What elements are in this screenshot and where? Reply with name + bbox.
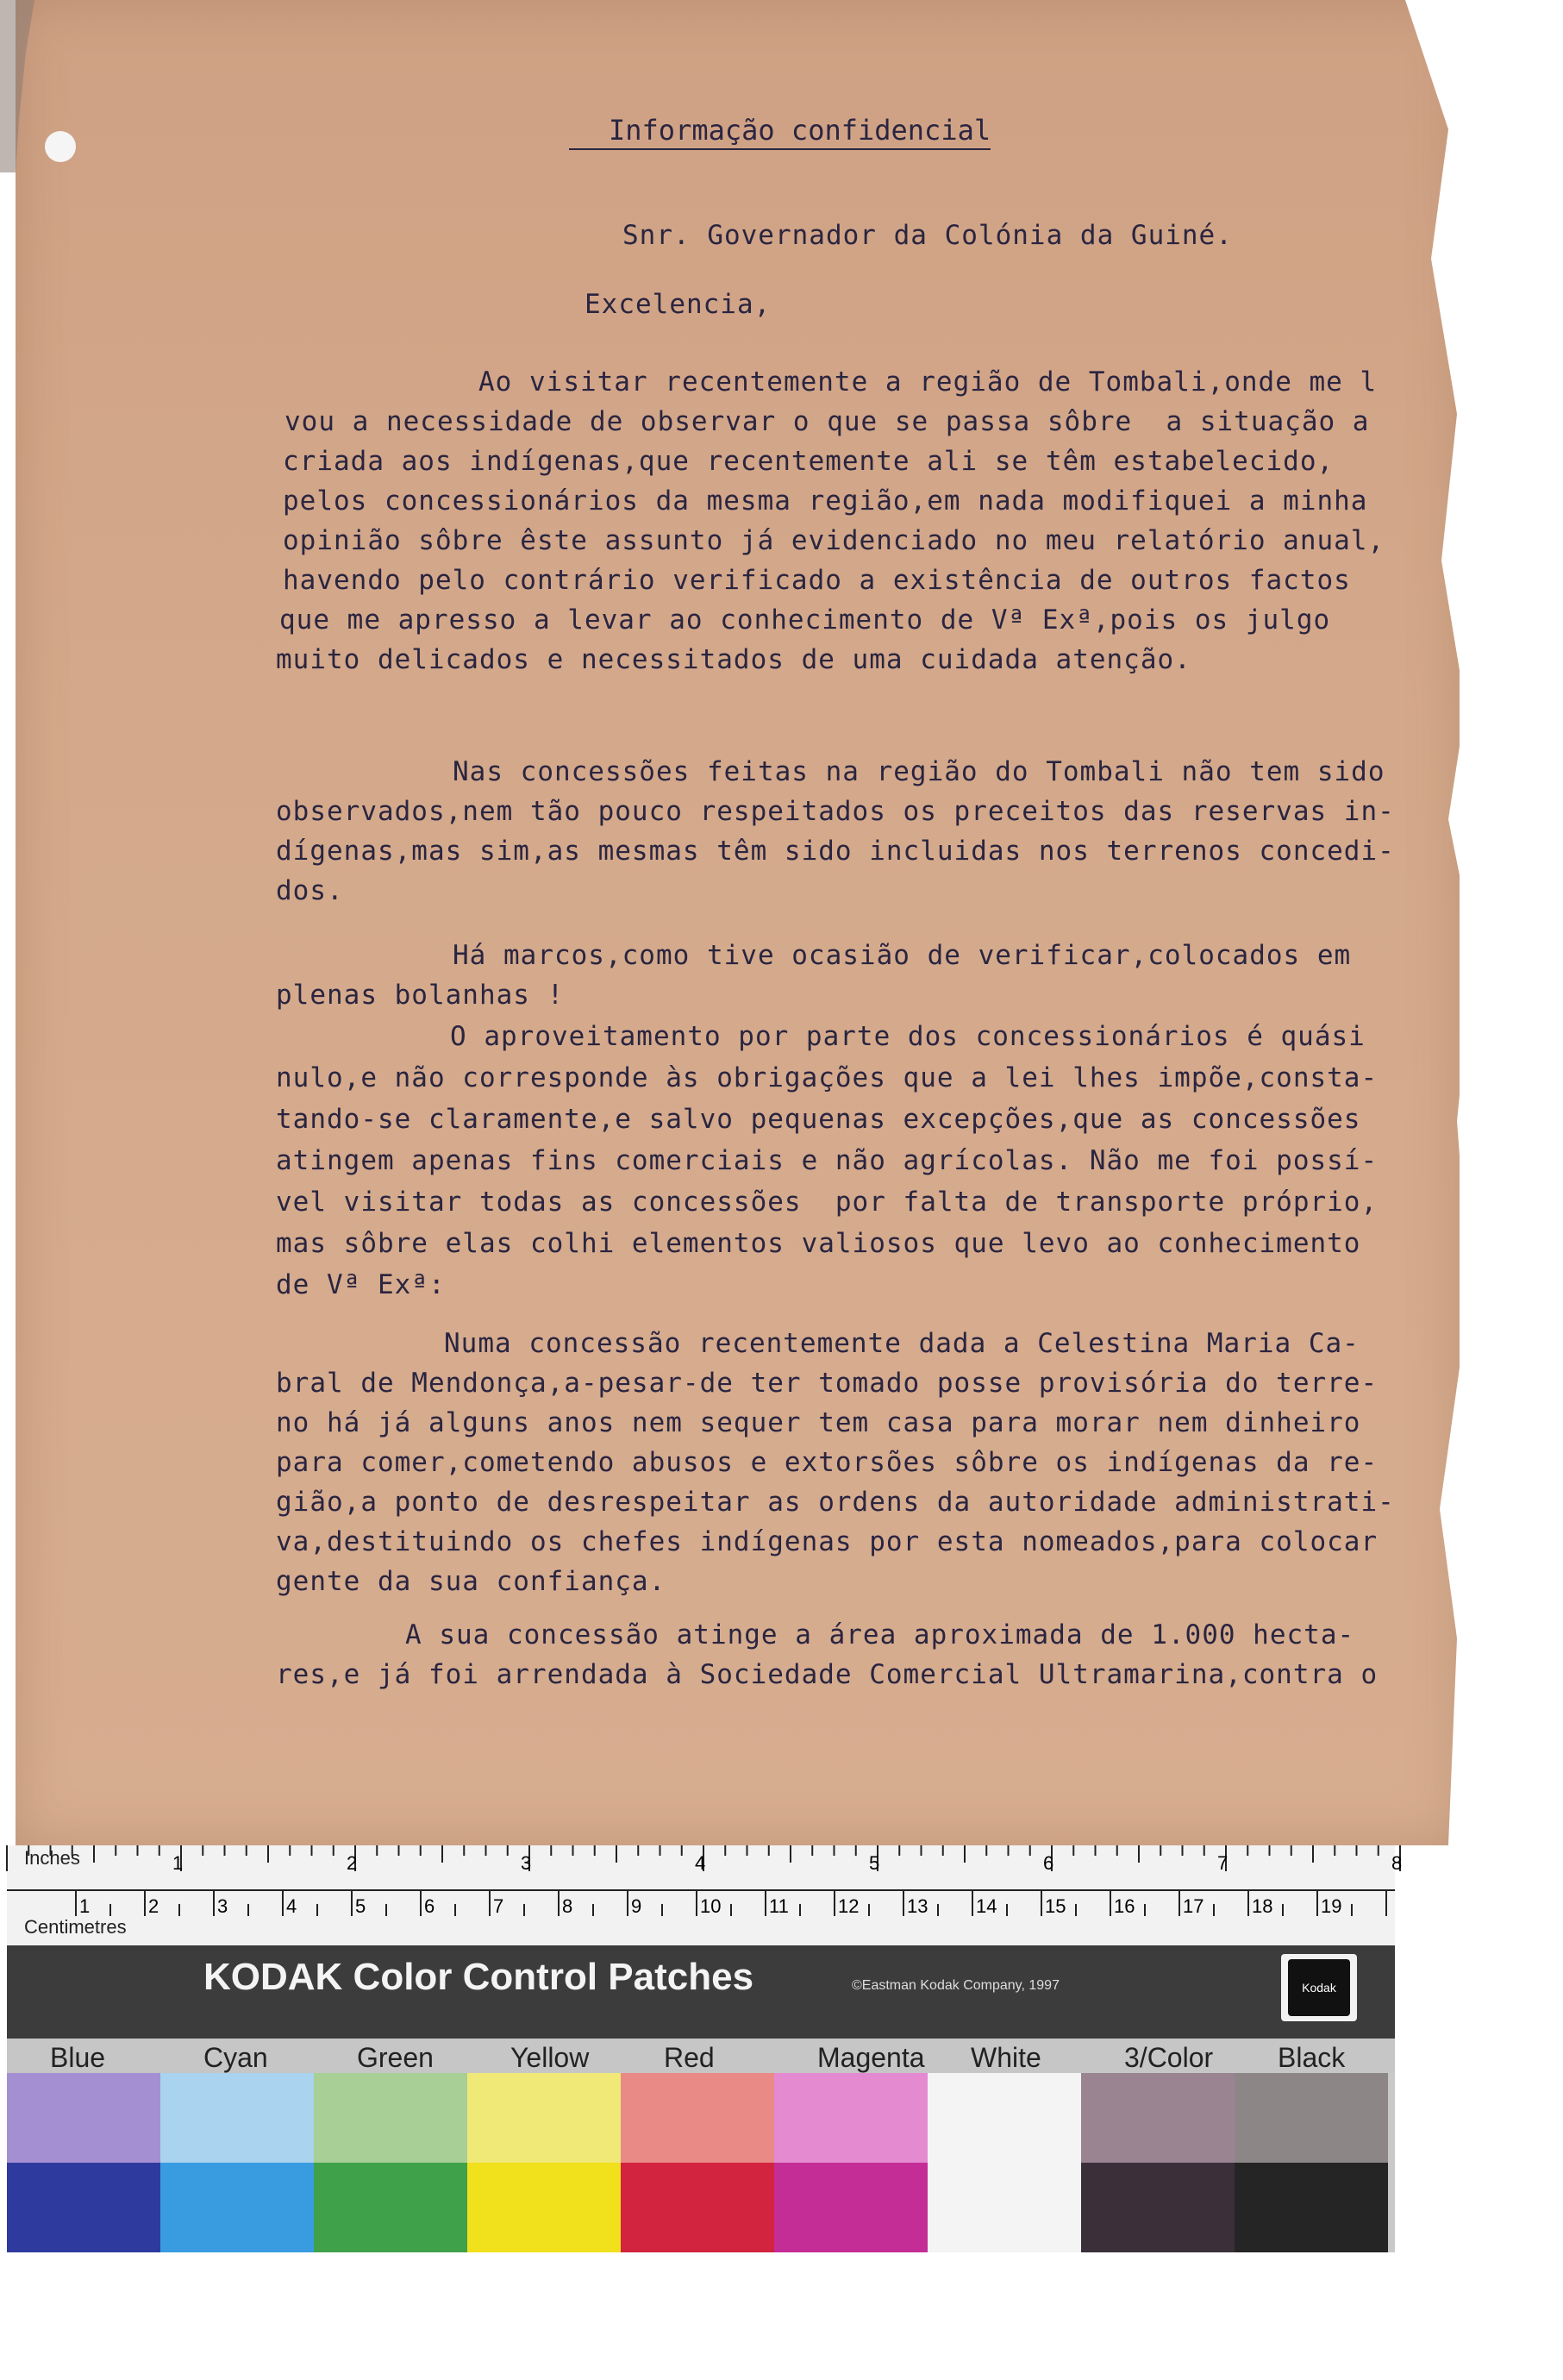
copyright-notice: ©Eastman Kodak Company, 1997 (852, 1978, 1060, 1993)
inch-tick-label: 3 (521, 1852, 532, 1874)
text-line: observados,nem tão pouco respeitados os preceitos das reservas in- (276, 796, 1395, 827)
text-line: Nas concessões feitas na região do Tombali não tem sido (453, 756, 1385, 787)
measurement-ruler (7, 1845, 1403, 1947)
text-line: O aproveitamento por parte dos concessionários é quási (450, 1021, 1366, 1052)
text-line: dos. (276, 875, 344, 906)
cm-tick-label: 16 (1114, 1895, 1135, 1917)
color-patch-dark (1081, 2163, 1235, 2252)
text-line: criada aos indígenas,que recentemente ali se têm estabelecido, (283, 446, 1335, 477)
text-line: gião,a ponto de desrespeitar as ordens da autoridade administrati- (276, 1487, 1395, 1518)
text-line: plenas bolanhas ! (276, 980, 565, 1011)
cm-tick-label: 8 (562, 1895, 573, 1917)
text-line: havendo pelo contrário verificado a existência de outros factos (283, 565, 1351, 596)
color-patch-dark (160, 2163, 314, 2252)
salutation: Excelencia, (585, 289, 772, 320)
cm-tick-label: 18 (1252, 1895, 1273, 1917)
text-line: muito delicados e necessitados de uma cuidada atenção. (276, 644, 1191, 675)
patch-label-white: White (971, 2042, 1041, 2073)
color-patch-light (160, 2073, 314, 2163)
inch-tick-label: 2 (347, 1852, 358, 1874)
kodak-logo (1281, 1954, 1357, 2021)
cm-tick-label: 14 (976, 1895, 997, 1917)
cm-tick-label: 7 (493, 1895, 504, 1917)
document-title: Informação confidencial (569, 114, 991, 150)
patch-label-cyan: Cyan (203, 2042, 268, 2073)
brand-title: KODAK Color Control Patches (203, 1956, 754, 1998)
cm-tick-label: 3 (217, 1895, 228, 1917)
text-line: vou a necessidade de observar o que se passa sôbre a situação a (284, 406, 1370, 437)
inch-tick-label: 4 (695, 1852, 706, 1874)
text-line: para comer,cometendo abusos e extorsões sôbre os indígenas da re- (276, 1447, 1379, 1478)
text-line: bral de Mendonça,a-pesar-de ter tomado posse provisória do terre- (276, 1368, 1379, 1399)
color-patch-dark (314, 2163, 467, 2252)
cm-tick-label: 6 (424, 1895, 435, 1917)
patch-labels (7, 2039, 1395, 2073)
kodak-logo-mark: Kodak (1288, 1959, 1350, 2016)
color-patch-light (1081, 2073, 1235, 2163)
text-line: mas sôbre elas colhi elementos valiosos que levo ao conhecimento (276, 1228, 1361, 1259)
text-line: gente da sua confiança. (276, 1566, 666, 1597)
color-patch-light (774, 2073, 928, 2163)
text-line: de Vª Exª: (276, 1269, 446, 1300)
cm-tick-label: 2 (148, 1895, 159, 1917)
color-patch-dark (621, 2163, 774, 2252)
brand-bar (7, 1945, 1395, 2039)
inch-tick-label: 6 (1043, 1852, 1054, 1874)
cm-tick-label: 13 (907, 1895, 928, 1917)
patch-label-green: Green (357, 2042, 434, 2073)
text-line: res,e já foi arrendada à Sociedade Comercial Ultramarina,contra o (276, 1659, 1379, 1690)
patch-label-red: Red (664, 2042, 715, 2073)
inches-label: Inches (24, 1847, 80, 1869)
cm-tick-label: 15 (1045, 1895, 1066, 1917)
kodak-color-target (7, 1845, 1403, 2252)
patch-label-blue: Blue (50, 2042, 106, 2073)
text-line: no há já alguns anos nem sequer tem casa para morar nem dinheiro (276, 1407, 1361, 1438)
color-patches (7, 2073, 1395, 2252)
cm-tick-label: 5 (355, 1895, 366, 1917)
cm-tick-label: 9 (631, 1895, 642, 1917)
cm-tick-label: 1 (79, 1895, 91, 1917)
color-patch-dark (774, 2163, 928, 2252)
patch-label-magenta: Magenta (817, 2042, 925, 2073)
color-patch-light (467, 2073, 621, 2163)
cm-tick-label: 12 (838, 1895, 860, 1917)
color-patch-dark (7, 2163, 160, 2252)
color-patch-dark (467, 2163, 621, 2252)
color-patch-light (621, 2073, 774, 2163)
text-line: atingem apenas fins comerciais e não agrícolas. Não me foi possí- (276, 1145, 1379, 1176)
color-patch-dark (928, 2163, 1081, 2252)
cm-tick-label: 11 (769, 1895, 789, 1917)
text-line: Há marcos,como tive ocasião de verificar,colocados em (453, 940, 1352, 971)
inch-tick-label: 5 (869, 1852, 880, 1874)
inch-tick-label: 7 (1217, 1852, 1229, 1874)
cm-tick-label: 19 (1321, 1895, 1342, 1917)
text-line: nulo,e não corresponde às obrigações que a lei lhes impõe,consta- (276, 1062, 1379, 1093)
text-line: que me apresso a levar ao conhecimento de Vª Exª,pois os julgo (279, 604, 1331, 636)
patch-label-3-color: 3/Color (1124, 2042, 1214, 2073)
inch-tick-label: 1 (172, 1852, 184, 1874)
text-line: opinião sôbre êste assunto já evidenciado no meu relatório anual, (283, 525, 1385, 556)
text-line: Ao visitar recentemente a região de Tombali,onde me l (478, 366, 1378, 398)
color-patch-light (928, 2073, 1081, 2163)
cm-tick-label: 10 (700, 1895, 722, 1917)
cm-tick-label: 4 (286, 1895, 297, 1917)
ruler-ticks (7, 1845, 1403, 1945)
patch-label-black: Black (1278, 2042, 1346, 2073)
addressee-line: Snr. Governador da Colónia da Guiné. (622, 220, 1233, 251)
text-line: A sua concessão atinge a área aproximada de 1.000 hecta- (405, 1619, 1355, 1650)
patch-label-yellow: Yellow (510, 2042, 590, 2073)
color-patch-light (1235, 2073, 1388, 2163)
inch-tick-label: 8 (1391, 1852, 1403, 1874)
text-line: pelos concessionários da mesma região,em nada modifiquei a minha (283, 485, 1368, 517)
color-patch-light (314, 2073, 467, 2163)
color-patch-dark (1235, 2163, 1388, 2252)
document-page (16, 0, 1460, 1845)
cm-tick-label: 17 (1183, 1895, 1204, 1917)
text-line: Numa concessão recentemente dada a Celestina Maria Ca- (444, 1328, 1360, 1359)
centimetres-label: Centimetres (24, 1916, 127, 1938)
text-line: dígenas,mas sim,as mesmas têm sido incluidas nos terrenos concedi- (276, 836, 1395, 867)
text-line: vel visitar todas as concessões por falta de transporte próprio, (276, 1187, 1379, 1218)
text-line: va,destituindo os chefes indígenas por esta nomeados,para colocar (276, 1526, 1379, 1557)
color-patch-light (7, 2073, 160, 2163)
text-line: tando-se claramente,e salvo pequenas excepções,que as concessões (276, 1104, 1361, 1135)
